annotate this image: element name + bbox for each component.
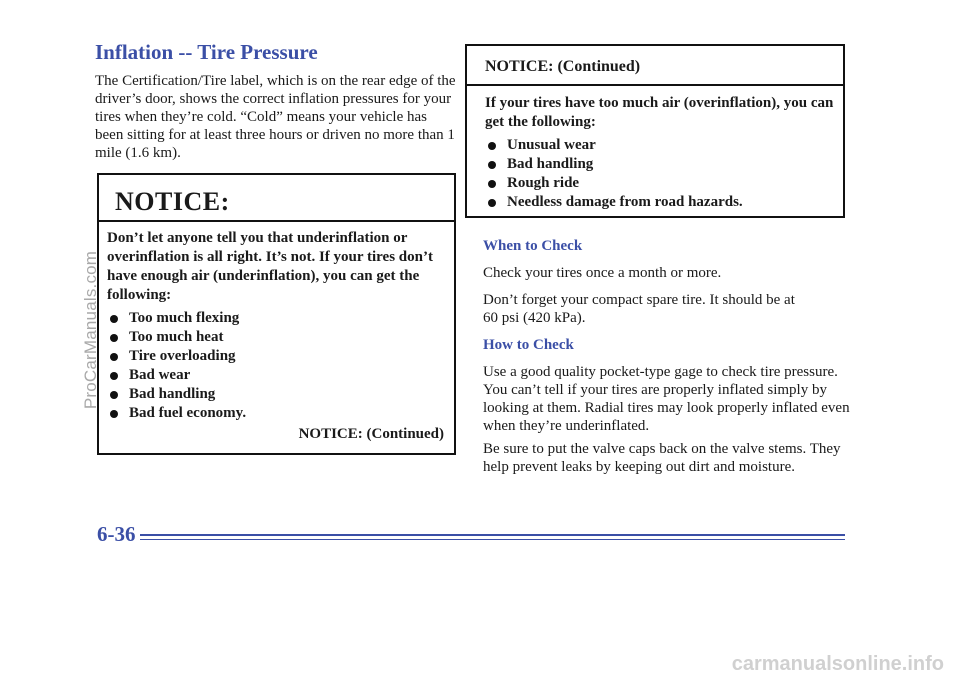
notice-body bbox=[485, 94, 835, 212]
section-heading: Inflation -- Tire Pressure bbox=[95, 40, 318, 64]
how-to-check-heading: How to Check bbox=[483, 337, 574, 353]
list-item: Bad fuel economy. bbox=[107, 404, 447, 423]
how-paragraph-2: Be sure to put the valve caps back on the valve stems. They help prevent leaks by keeping out dirt and moisture. bbox=[483, 441, 841, 475]
list-item: Unusual wear bbox=[485, 136, 835, 155]
list-item: Rough ride bbox=[485, 174, 835, 193]
list-item: Needless damage from road hazards. bbox=[485, 193, 835, 212]
intro-paragraph: The Certification/Tire label, which is on the rear edge of the driver’s door, shows the correct inflation pressures for your tires when they’re cold. “Cold” means your vehicle has been sitting for at least three hours or driven no more than 1 mile (1.6 km). bbox=[95, 73, 456, 161]
footer-rule bbox=[140, 539, 845, 540]
notice-continued-title: NOTICE: (Continued) bbox=[485, 58, 641, 75]
notice-text: If your tires have too much air (overinflation), you can get the following: bbox=[485, 95, 834, 130]
site-watermark: carmanualsonline.info bbox=[731, 653, 944, 675]
list-item: Too much heat bbox=[107, 328, 447, 347]
page-number: 6-36 bbox=[97, 522, 136, 546]
bullet-icon bbox=[110, 315, 118, 323]
when-to-check-heading: When to Check bbox=[483, 238, 583, 254]
notice-title: NOTICE: bbox=[115, 187, 230, 216]
bullet-icon bbox=[488, 142, 496, 150]
notice-box bbox=[97, 173, 456, 455]
how-paragraph-1: Use a good quality pocket-type gage to check tire pressure. You can’t tell if your tires are properly inflated simply by looking at them. Radial tires may look properly inflated even when they’re underinflated. bbox=[483, 364, 850, 434]
watermark: ProCarManuals.com bbox=[81, 250, 100, 410]
when-paragraph-2: Don’t forget your compact spare tire. It should be at 60 psi (420 kPa). bbox=[483, 292, 795, 326]
bullet-icon bbox=[110, 353, 118, 361]
notice-title-row bbox=[99, 175, 454, 222]
bullet-icon bbox=[488, 161, 496, 169]
list-item: Bad wear bbox=[107, 366, 447, 385]
bullet-icon bbox=[488, 199, 496, 207]
bullet-icon bbox=[110, 372, 118, 380]
notice-title-row bbox=[467, 46, 843, 86]
notice-continued-label: NOTICE: (Continued) bbox=[298, 426, 444, 442]
list-item: Tire overloading bbox=[107, 347, 447, 366]
bullet-icon bbox=[488, 180, 496, 188]
notice-text: Don’t let anyone tell you that underinflation or overinflation is all right. It’s not. If your tires don’t have enough air (underinflation), you can get the following: bbox=[107, 230, 433, 303]
when-paragraph-1: Check your tires once a month or more. bbox=[483, 265, 722, 281]
notice-bullet-list bbox=[485, 136, 835, 212]
notice-continued-box bbox=[465, 44, 845, 218]
notice-bullet-list bbox=[107, 309, 447, 423]
bullet-icon bbox=[110, 391, 118, 399]
footer-rule bbox=[140, 534, 845, 536]
bullet-icon bbox=[110, 410, 118, 418]
list-item: Too much flexing bbox=[107, 309, 447, 328]
notice-body bbox=[107, 229, 447, 423]
list-item: Bad handling bbox=[485, 155, 835, 174]
bullet-icon bbox=[110, 334, 118, 342]
list-item: Bad handling bbox=[107, 385, 447, 404]
